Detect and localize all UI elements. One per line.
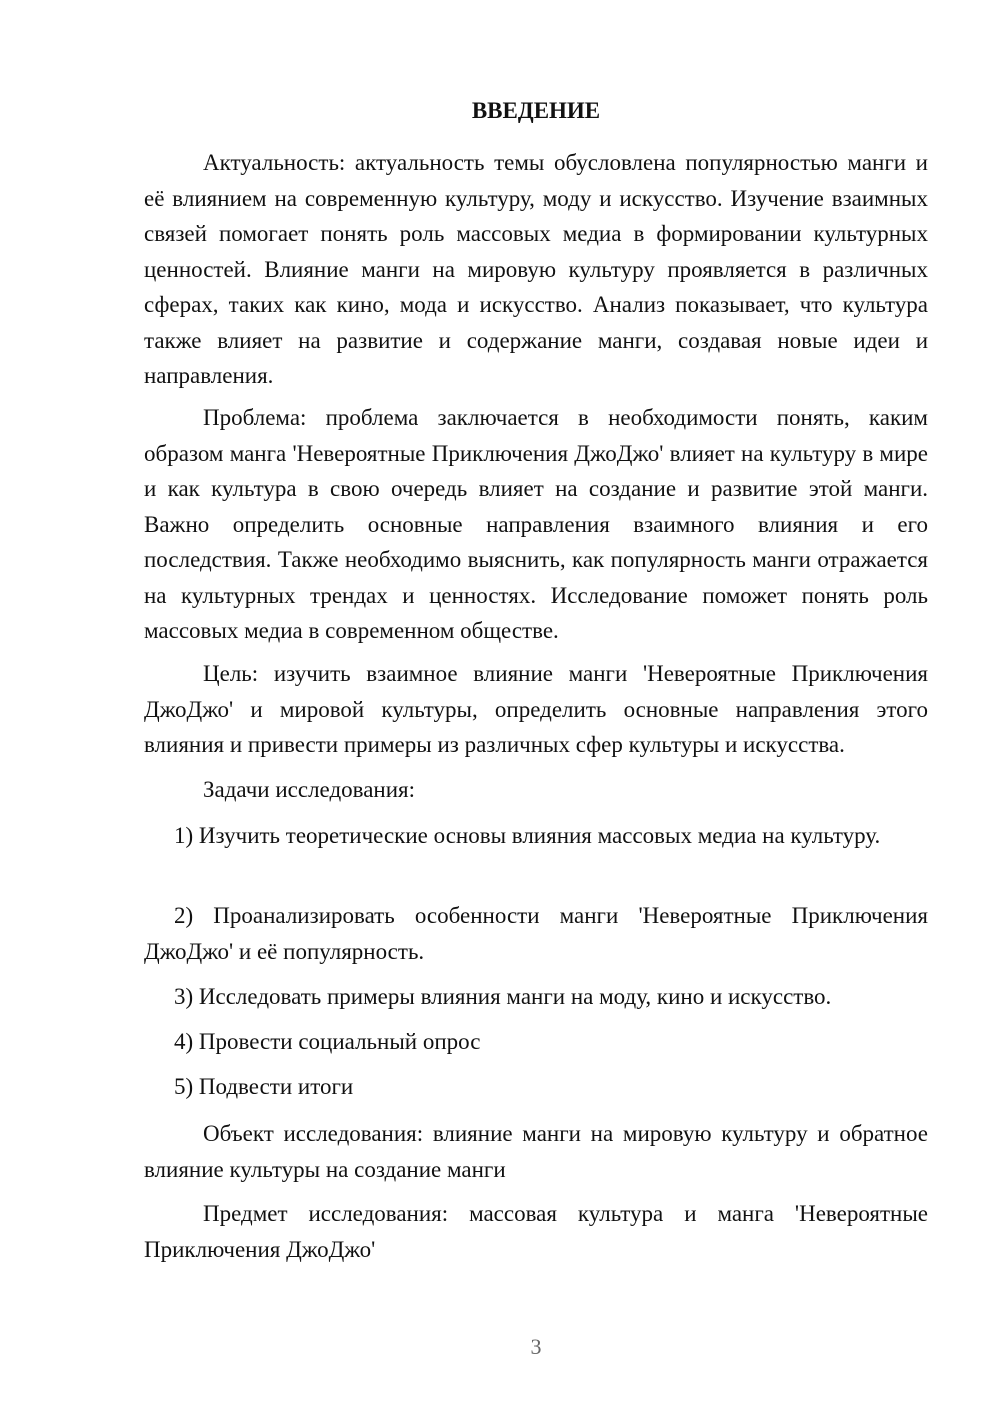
paragraph-relevance: Актуальность: актуальность темы обусловлена популярностью манги и её влиянием на современную культуру, моду и искусство. Изучение взаимных связей помогает понять роль массовых медиа в формировании культурных ценностей. Влияние манги на мировую культуру проявляется в различных сферах, таких как кино, мода и искусство. Анализ показывает, что культура также влияет на развитие и содержание манги, создавая новые идеи и направления. bbox=[144, 150, 928, 388]
task-item-2: 2) Проанализировать особенности манги 'Невероятные Приключения ДжоДжо' и её популярность. bbox=[144, 903, 928, 964]
task-item-3: 3) Исследовать примеры влияния манги на моду, кино и искусство. bbox=[174, 984, 832, 1009]
paragraph-problem: Проблема: проблема заключается в необходимости понять, каким образом манга 'Невероятные Приключения ДжоДжо' влияет на культуру в мире и как культура в свою очередь влияет на создание и развитие этой манги. Важно определить основные направления взаимного влияния и его последствия. Также необходимо выяснить, как популярность манги отражается на культурных трендах и ценностях. Исследование поможет понять роль массовых медиа в современном обществе. bbox=[144, 405, 928, 643]
page-number: 3 bbox=[530, 1334, 542, 1359]
paragraph-subject: Предмет исследования: массовая культура и манга 'Невероятные Приключения ДжоДжо' bbox=[144, 1201, 928, 1262]
paragraph-object: Объект исследования: влияние манги на мировую культуру и обратное влияние культуры на создание манги bbox=[144, 1121, 928, 1182]
page-title: ВВЕДЕНИЕ bbox=[471, 98, 601, 123]
paragraph-goal: Цель: изучить взаимное влияние манги 'Невероятные Приключения ДжоДжо' и мировой культуры, определить основные направления этого влияния и привести примеры из различных сфер культуры и искусства. bbox=[144, 661, 928, 757]
task-item-5: 5) Подвести итоги bbox=[174, 1074, 354, 1099]
tasks-heading: Задачи исследования: bbox=[203, 777, 416, 802]
task-item-4: 4) Провести социальный опрос bbox=[174, 1029, 481, 1054]
task-item-1: 1) Изучить теоретические основы влияния массовых медиа на культуру. bbox=[174, 823, 881, 848]
